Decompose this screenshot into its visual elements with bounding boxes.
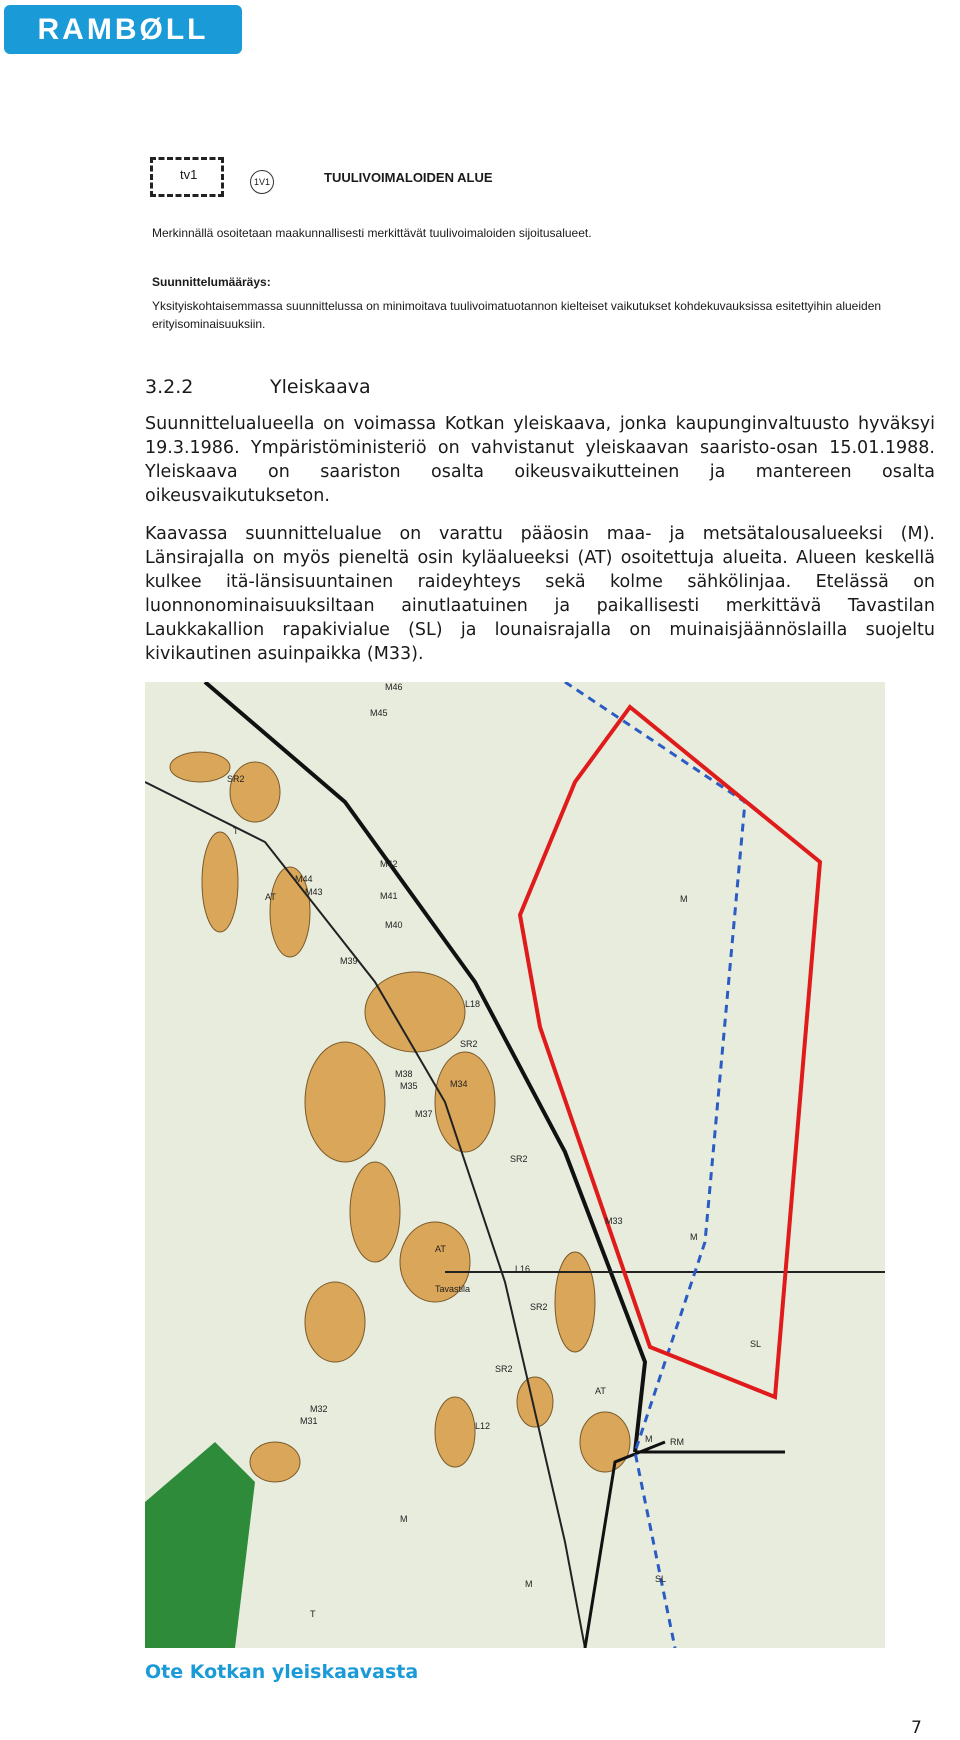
svg-text:M31: M31 xyxy=(300,1416,318,1426)
svg-text:M46: M46 xyxy=(385,682,403,692)
svg-text:M39: M39 xyxy=(340,956,358,966)
svg-text:M40: M40 xyxy=(385,920,403,930)
svg-text:SL: SL xyxy=(655,1574,667,1584)
svg-text:M34: M34 xyxy=(450,1079,468,1089)
legend-title: TUULIVOIMALOIDEN ALUE xyxy=(324,170,493,185)
svg-text:L12: L12 xyxy=(475,1421,491,1431)
svg-text:L18: L18 xyxy=(465,999,481,1009)
svg-text:SR2: SR2 xyxy=(510,1154,528,1164)
svg-text:M32: M32 xyxy=(310,1404,328,1414)
svg-text:M45: M45 xyxy=(370,708,388,718)
svg-text:M42: M42 xyxy=(380,859,398,869)
svg-text:T: T xyxy=(233,826,239,836)
legend-description: Merkinnällä osoitetaan maakunnallisesti merkittävät tuulivoimaloiden sijoitusalueet. xyxy=(152,226,592,240)
svg-text:M43: M43 xyxy=(305,887,323,897)
map-caption: Ote Kotkan yleiskaavasta xyxy=(145,1661,419,1683)
paragraph-2: Kaavassa suunnittelualue on varattu pääosin maa- ja metsätalousalueeksi (M). Länsirajalla on myös pieneltä osin kyläalueeksi (AT) osoitettuja alueita. Alueen keskellä kulkee itä-länsisuuntainen raideyhteys sekä kolme sähkölinjaa. Etelässä on luonnonominaisuuksiltaan ainutlaatuinen ja paikallisesti merkittävä Tavastilan Laukkakallion rapakivialue (SL) ja lounaisrajalla on muinaisjäännöslailla suojeltu kivikautinen asuinpaikka (M33). xyxy=(145,524,935,664)
paragraph-1: Suunnittelualueella on voimassa Kotkan yleiskaava, jonka kaupunginvaltuusto hyväksyi 19.3.1986. Ympäristöministeriö on vahvistanut yleiskaavan saaristo-osan 15.01.1988. Yleiskaava on saariston osalta oikeusvaikutteinen ja mantereen osalta oikeusvaikutukseton. xyxy=(145,414,935,506)
svg-text:T: T xyxy=(310,1609,316,1619)
svg-text:SR2: SR2 xyxy=(530,1302,548,1312)
legend-circle-code: 1V1 xyxy=(250,170,274,194)
svg-text:SR2: SR2 xyxy=(495,1364,513,1374)
svg-text:M: M xyxy=(645,1434,653,1444)
svg-text:SL: SL xyxy=(750,1339,762,1349)
svg-text:M44: M44 xyxy=(295,874,313,884)
svg-text:L16: L16 xyxy=(515,1264,531,1274)
svg-text:M41: M41 xyxy=(380,891,398,901)
svg-text:SR2: SR2 xyxy=(227,774,245,784)
section-number: 3.2.2 xyxy=(145,376,194,398)
svg-text:M35: M35 xyxy=(400,1081,418,1091)
svg-text:M38: M38 xyxy=(395,1069,413,1079)
svg-text:AT: AT xyxy=(435,1244,446,1254)
general-plan-map xyxy=(145,682,885,1648)
page-number: 7 xyxy=(911,1718,922,1738)
regulation-heading: Suunnittelumääräys: xyxy=(152,275,271,289)
svg-text:Tavastila: Tavastila xyxy=(435,1284,471,1294)
svg-text:SR2: SR2 xyxy=(460,1039,478,1049)
svg-text:AT: AT xyxy=(265,892,276,902)
svg-text:M: M xyxy=(690,1232,698,1242)
section-title: Yleiskaava xyxy=(270,376,371,398)
svg-text:AT: AT xyxy=(595,1386,606,1396)
svg-text:M: M xyxy=(525,1579,533,1589)
svg-text:M: M xyxy=(680,894,688,904)
svg-text:M: M xyxy=(400,1514,408,1524)
regulation-text: Yksityiskohtaisemmassa suunnittelussa on minimoitava tuulivoimatuotannon kielteiset vaikutukset kohdekuvauksissa esitettyihin alueiden erityisominaisuuksiin. xyxy=(152,299,882,331)
legend-box-code: tv1 xyxy=(180,167,198,182)
svg-text:RM: RM xyxy=(670,1437,684,1447)
svg-text:M37: M37 xyxy=(415,1109,433,1119)
svg-text:M33: M33 xyxy=(605,1216,623,1226)
rambol-logo: RAMBØLL xyxy=(4,5,242,54)
